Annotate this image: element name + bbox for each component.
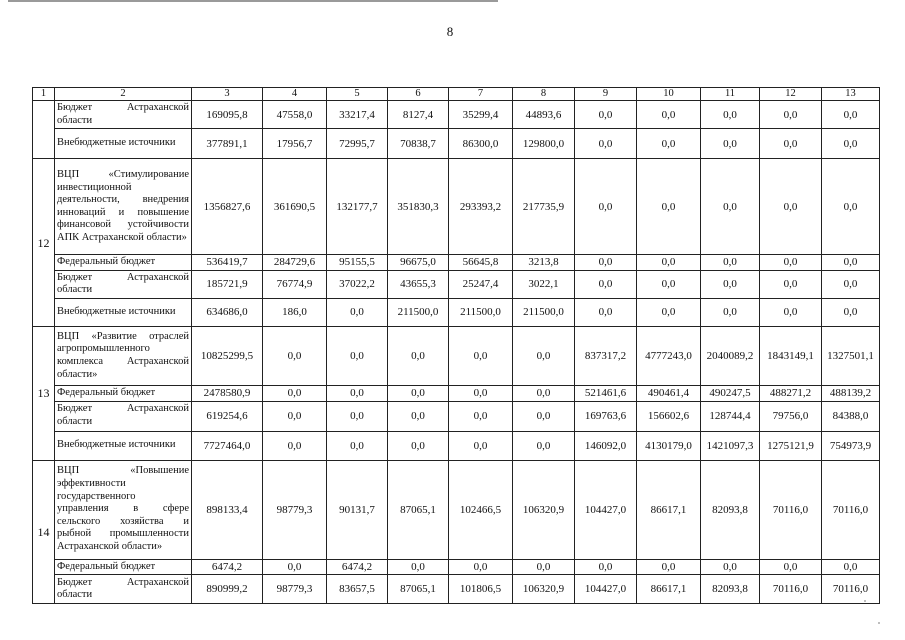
- value-cell: 0,0: [449, 431, 513, 460]
- value-cell: 0,0: [388, 431, 449, 460]
- value-cell: 634686,0: [192, 298, 263, 326]
- value-cell: 0,0: [449, 326, 513, 385]
- value-cell: 70116,0: [760, 460, 822, 559]
- value-cell: 0,0: [575, 255, 637, 271]
- value-cell: 0,0: [760, 255, 822, 271]
- value-cell: 0,0: [388, 559, 449, 575]
- value-cell: 0,0: [637, 298, 701, 326]
- value-cell: 106320,9: [513, 575, 575, 604]
- value-cell: 0,0: [701, 270, 760, 298]
- value-cell: 6474,2: [192, 559, 263, 575]
- value-cell: 490247,5: [701, 385, 760, 401]
- value-cell: 0,0: [388, 401, 449, 431]
- value-cell: 0,0: [760, 298, 822, 326]
- table-row: [33, 101, 880, 129]
- value-cell: 0,0: [575, 159, 637, 255]
- table-row: [33, 575, 880, 604]
- value-cell: 890999,2: [192, 575, 263, 604]
- table-row: [33, 270, 880, 298]
- page-number: 8: [446, 24, 454, 39]
- value-cell: 0,0: [822, 129, 880, 159]
- value-cell: 43655,3: [388, 270, 449, 298]
- value-cell: 0,0: [575, 129, 637, 159]
- value-cell: 87065,1: [388, 575, 449, 604]
- program-name-cell: Бюджет Астраханской области: [55, 270, 192, 298]
- value-cell: 0,0: [637, 159, 701, 255]
- value-cell: 0,0: [822, 559, 880, 575]
- table-row: [33, 460, 880, 559]
- value-cell: 0,0: [822, 298, 880, 326]
- value-cell: 536419,7: [192, 255, 263, 271]
- value-cell: 217735,9: [513, 159, 575, 255]
- value-cell: 0,0: [760, 270, 822, 298]
- value-cell: 0,0: [263, 326, 327, 385]
- row-number-cell: 14: [33, 460, 55, 604]
- value-cell: 86617,1: [637, 460, 701, 559]
- value-cell: 488139,2: [822, 385, 880, 401]
- value-cell: 3022,1: [513, 270, 575, 298]
- value-cell: 3213,8: [513, 255, 575, 271]
- value-cell: 0,0: [513, 431, 575, 460]
- value-cell: 0,0: [701, 159, 760, 255]
- value-cell: 0,0: [513, 401, 575, 431]
- value-cell: 76774,9: [263, 270, 327, 298]
- value-cell: 82093,8: [701, 575, 760, 604]
- value-cell: 0,0: [760, 101, 822, 129]
- table-row: [33, 298, 880, 326]
- value-cell: 0,0: [701, 559, 760, 575]
- value-cell: 1421097,3: [701, 431, 760, 460]
- value-cell: 211500,0: [388, 298, 449, 326]
- value-cell: 101806,5: [449, 575, 513, 604]
- value-cell: 90131,7: [327, 460, 388, 559]
- value-cell: 33217,4: [327, 101, 388, 129]
- value-cell: 293393,2: [449, 159, 513, 255]
- value-cell: 35299,4: [449, 101, 513, 129]
- value-cell: 1327501,1: [822, 326, 880, 385]
- value-cell: 0,0: [327, 431, 388, 460]
- value-cell: 0,0: [701, 255, 760, 271]
- program-name-cell: Федеральный бюджет: [55, 255, 192, 271]
- value-cell: 0,0: [575, 298, 637, 326]
- value-cell: 0,0: [327, 298, 388, 326]
- value-cell: 0,0: [760, 129, 822, 159]
- value-cell: 169095,8: [192, 101, 263, 129]
- header-cell: 5: [327, 88, 388, 101]
- header-cell: 1: [33, 88, 55, 101]
- value-cell: 106320,9: [513, 460, 575, 559]
- value-cell: 0,0: [327, 385, 388, 401]
- value-cell: 2040089,2: [701, 326, 760, 385]
- header-row: [33, 88, 880, 101]
- row-number-cell: 12: [33, 159, 55, 327]
- value-cell: 211500,0: [449, 298, 513, 326]
- value-cell: 377891,1: [192, 129, 263, 159]
- value-cell: 95155,5: [327, 255, 388, 271]
- program-name-cell: ВЦП «Стимулирование инвестиционной деятельности, внедрения инноваций и повышение финансовой устойчивости АПК Астраханской области»: [55, 159, 192, 255]
- value-cell: 98779,3: [263, 460, 327, 559]
- value-cell: 98779,3: [263, 575, 327, 604]
- value-cell: 10825299,5: [192, 326, 263, 385]
- value-cell: 521461,6: [575, 385, 637, 401]
- value-cell: 0,0: [637, 255, 701, 271]
- value-cell: 4130179,0: [637, 431, 701, 460]
- row-number-cell: [33, 101, 55, 159]
- table-row: [33, 326, 880, 385]
- value-cell: 132177,7: [327, 159, 388, 255]
- value-cell: 37022,2: [327, 270, 388, 298]
- row-number-cell: 13: [33, 326, 55, 460]
- budget-table: [32, 87, 880, 604]
- header-cell: 3: [192, 88, 263, 101]
- value-cell: 0,0: [701, 298, 760, 326]
- value-cell: 1275121,9: [760, 431, 822, 460]
- value-cell: 83657,5: [327, 575, 388, 604]
- value-cell: 754973,9: [822, 431, 880, 460]
- value-cell: 0,0: [575, 101, 637, 129]
- value-cell: 0,0: [263, 401, 327, 431]
- value-cell: 0,0: [637, 270, 701, 298]
- header-cell: 2: [55, 88, 192, 101]
- program-name-cell: Внебюджетные источники: [55, 431, 192, 460]
- value-cell: 0,0: [388, 326, 449, 385]
- table-row: [33, 401, 880, 431]
- header-cell: 11: [701, 88, 760, 101]
- value-cell: 72995,7: [327, 129, 388, 159]
- value-cell: 79756,0: [760, 401, 822, 431]
- value-cell: 87065,1: [388, 460, 449, 559]
- program-name-cell: Бюджет Астраханской области: [55, 575, 192, 604]
- header-cell: 8: [513, 88, 575, 101]
- scan-speck: [864, 600, 866, 602]
- value-cell: 0,0: [263, 559, 327, 575]
- value-cell: 70116,0: [822, 460, 880, 559]
- value-cell: 0,0: [822, 270, 880, 298]
- table-row: [33, 559, 880, 575]
- value-cell: 0,0: [575, 559, 637, 575]
- value-cell: 0,0: [701, 129, 760, 159]
- value-cell: 0,0: [637, 559, 701, 575]
- value-cell: 8127,4: [388, 101, 449, 129]
- header-cell: 9: [575, 88, 637, 101]
- value-cell: 129800,0: [513, 129, 575, 159]
- value-cell: 128744,4: [701, 401, 760, 431]
- program-name-cell: Федеральный бюджет: [55, 559, 192, 575]
- value-cell: 6474,2: [327, 559, 388, 575]
- table-row: [33, 255, 880, 271]
- value-cell: 0,0: [263, 431, 327, 460]
- value-cell: 0,0: [822, 101, 880, 129]
- header-cell: 7: [449, 88, 513, 101]
- value-cell: 284729,6: [263, 255, 327, 271]
- value-cell: 0,0: [701, 101, 760, 129]
- value-cell: 0,0: [575, 270, 637, 298]
- table-row: [33, 431, 880, 460]
- value-cell: 86300,0: [449, 129, 513, 159]
- value-cell: 56645,8: [449, 255, 513, 271]
- value-cell: 351830,3: [388, 159, 449, 255]
- value-cell: 0,0: [637, 101, 701, 129]
- value-cell: 1843149,1: [760, 326, 822, 385]
- value-cell: 488271,2: [760, 385, 822, 401]
- scan-speck: [878, 622, 880, 624]
- value-cell: 70116,0: [760, 575, 822, 604]
- program-name-cell: ВЦП «Повышение эффективности государственного управления в сфере сельского хозяйства и рыбной промышленности Астраханской области»: [55, 460, 192, 559]
- value-cell: 490461,4: [637, 385, 701, 401]
- value-cell: 0,0: [449, 385, 513, 401]
- value-cell: 0,0: [637, 129, 701, 159]
- value-cell: 186,0: [263, 298, 327, 326]
- value-cell: 0,0: [327, 326, 388, 385]
- header-cell: 4: [263, 88, 327, 101]
- value-cell: 0,0: [513, 559, 575, 575]
- value-cell: 0,0: [760, 559, 822, 575]
- table-row: [33, 129, 880, 159]
- value-cell: 1356827,6: [192, 159, 263, 255]
- program-name-cell: Бюджет Астраханской области: [55, 401, 192, 431]
- value-cell: 0,0: [388, 385, 449, 401]
- value-cell: 0,0: [513, 326, 575, 385]
- header-cell: 12: [760, 88, 822, 101]
- value-cell: 0,0: [449, 559, 513, 575]
- header-cell: 6: [388, 88, 449, 101]
- scan-edge-line: [8, 0, 498, 2]
- value-cell: 47558,0: [263, 101, 327, 129]
- value-cell: 86617,1: [637, 575, 701, 604]
- value-cell: 146092,0: [575, 431, 637, 460]
- table-row: [33, 385, 880, 401]
- program-name-cell: Федеральный бюджет: [55, 385, 192, 401]
- program-name-cell: Бюджет Астраханской области: [55, 101, 192, 129]
- value-cell: 25247,4: [449, 270, 513, 298]
- value-cell: 17956,7: [263, 129, 327, 159]
- value-cell: 96675,0: [388, 255, 449, 271]
- value-cell: 2478580,9: [192, 385, 263, 401]
- value-cell: 104427,0: [575, 575, 637, 604]
- value-cell: 169763,6: [575, 401, 637, 431]
- value-cell: 7727464,0: [192, 431, 263, 460]
- program-name-cell: ВЦП «Развитие отраслей агропромышленного комплекса Астраханской области»: [55, 326, 192, 385]
- value-cell: 4777243,0: [637, 326, 701, 385]
- value-cell: 185721,9: [192, 270, 263, 298]
- value-cell: 0,0: [822, 159, 880, 255]
- value-cell: 361690,5: [263, 159, 327, 255]
- value-cell: 84388,0: [822, 401, 880, 431]
- value-cell: 0,0: [449, 401, 513, 431]
- value-cell: 102466,5: [449, 460, 513, 559]
- value-cell: 211500,0: [513, 298, 575, 326]
- value-cell: 898133,4: [192, 460, 263, 559]
- program-name-cell: Внебюджетные источники: [55, 129, 192, 159]
- value-cell: 0,0: [822, 255, 880, 271]
- value-cell: 70838,7: [388, 129, 449, 159]
- program-name-cell: Внебюджетные источники: [55, 298, 192, 326]
- value-cell: 156602,6: [637, 401, 701, 431]
- value-cell: 619254,6: [192, 401, 263, 431]
- header-cell: 13: [822, 88, 880, 101]
- value-cell: 0,0: [760, 159, 822, 255]
- value-cell: 0,0: [263, 385, 327, 401]
- table-row: [33, 159, 880, 255]
- value-cell: 0,0: [513, 385, 575, 401]
- value-cell: 70116,0: [822, 575, 880, 604]
- value-cell: 44893,6: [513, 101, 575, 129]
- header-cell: 10: [637, 88, 701, 101]
- value-cell: 104427,0: [575, 460, 637, 559]
- value-cell: 837317,2: [575, 326, 637, 385]
- value-cell: 82093,8: [701, 460, 760, 559]
- value-cell: 0,0: [327, 401, 388, 431]
